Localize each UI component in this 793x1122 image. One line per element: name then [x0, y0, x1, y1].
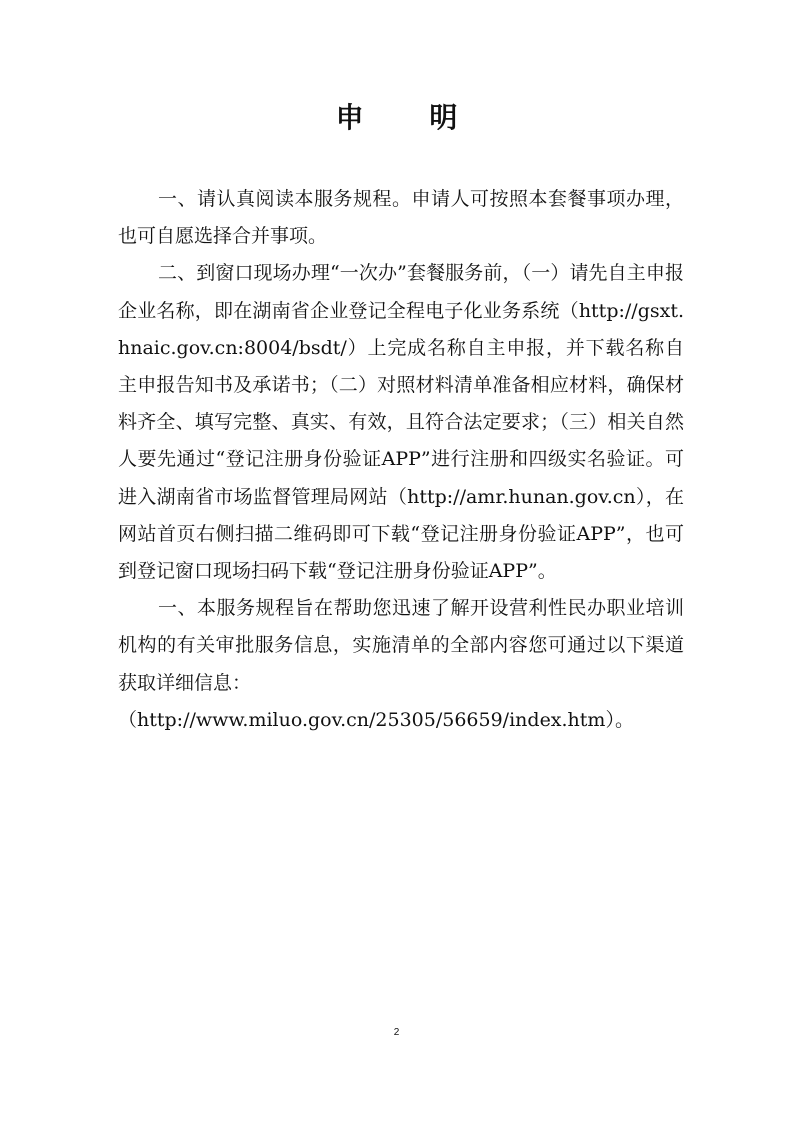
paragraph-info-url: （http://www.miluo.gov.cn/25305/56659/index.htm）。	[118, 708, 634, 731]
paragraph-service-info: 一、本服务规程旨在帮助您迅速了解开设营利性民办职业培训机构的有关审批服务信息，实施清单的全部内容您可通过以下渠道获取详细信息：	[118, 597, 684, 694]
page-number: 2	[393, 1027, 400, 1038]
paragraph-window-procedure: 二、到窗口现场办理“一次办”套餐服务前，（一）请先自主申报企业名称，即在湖南省企业登记全程电子化业务系统（http://gsxt.hnaic.gov.cn:8004/bsdt/）上完成名称自主申报，并下载名称自主申报告知书及承诺书；（二）对照材料清单准备相应材料，确保材料齐全、填写完整、真实、有效，且符合法定要求；（三）相关自然人要先通过“登记注册身份验证APP”进行注册和四级实名验证。可进入湖南省市场监督管理局网站（http://amr.hunan.gov.cn），在网站首页右侧扫描二维码即可下载“登记注册身份验证APP”，也可到登记窗口现场扫码下载“登记注册身份验证APP”。	[118, 262, 684, 583]
document-body	[118, 181, 684, 739]
page-title: 申 明	[335, 101, 486, 134]
paragraph-reading-notice: 一、请认真阅读本服务规程。申请人可按照本套餐事项办理，也可自愿选择合并事项。	[118, 188, 684, 248]
